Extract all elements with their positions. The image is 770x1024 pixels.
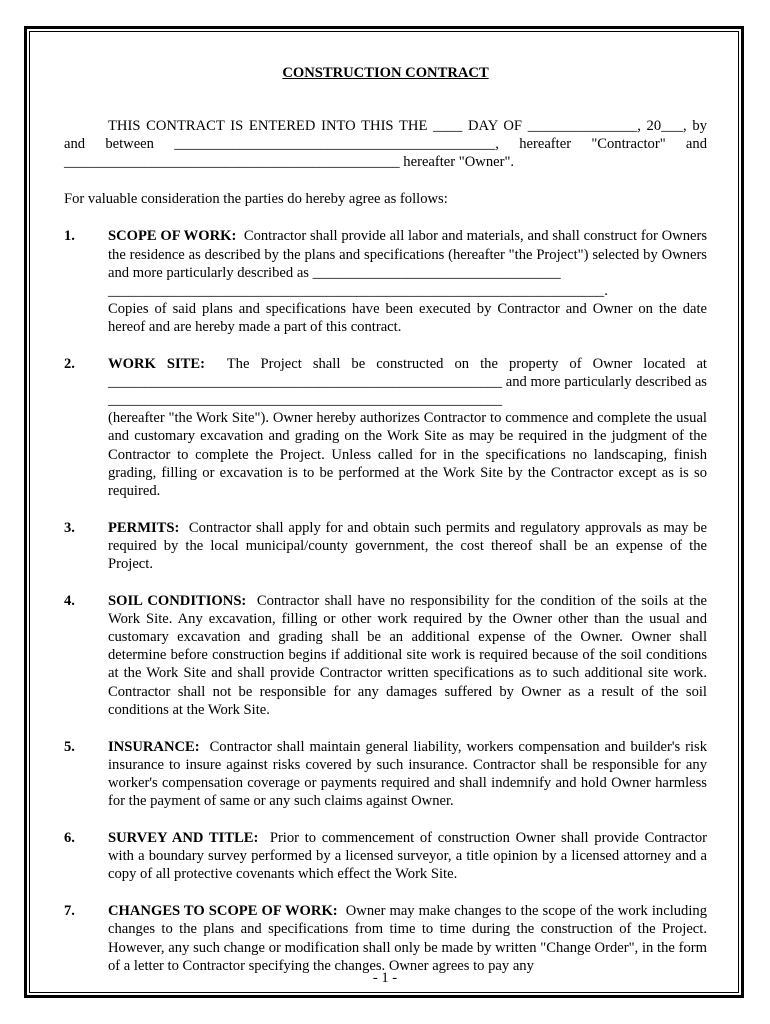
section-text: Contractor shall have no responsibility for the condition of the soils at the Work Site. Any excavation, filling or other work required by the Owner other than the usual and customary excavation and grading shall be an additional expense of the Owner. Owner shall determine before construction begins if additional site work is required because of the soil conditions at the Work Site and shall provide Contractor written specifications as to such additional site work. Contractor shall not be responsible for any damages suffered by Owner as a result of the soil conditions at the Work Site. bbox=[108, 593, 707, 718]
section-changes-to-scope bbox=[64, 902, 707, 974]
section-body bbox=[108, 227, 707, 336]
section-insurance bbox=[64, 738, 707, 810]
section-work-site bbox=[64, 355, 707, 500]
section-number: 1. bbox=[64, 228, 75, 245]
section-number: 6. bbox=[64, 830, 75, 847]
section-heading: INSURANCE: bbox=[108, 738, 200, 755]
intro-line-2: and between ____________________________________________, hereafter "Contractor" and bbox=[64, 136, 707, 153]
consideration-statement: For valuable consideration the parties do hereby agree as follows: bbox=[64, 191, 448, 208]
section-text: Prior to commencement of construction Owner shall provide Contractor with a boundary survey performed by a licensed surveyor, a title opinion by a licensed attorney and a copy of all protective covenants which effect the Work Site. bbox=[108, 830, 707, 883]
section-heading: SURVEY AND TITLE: bbox=[108, 830, 259, 847]
section-text-continued: Copies of said plans and specifications have been executed by Contractor and Owner on the date hereof and are hereby made a part of this contract. bbox=[108, 300, 707, 335]
section-permits bbox=[64, 519, 707, 573]
section-heading: WORK SITE: bbox=[108, 356, 205, 373]
intro-line-3: ______________________________________________ hereafter "Owner". bbox=[64, 154, 515, 171]
section-heading: CHANGES TO SCOPE OF WORK: bbox=[108, 903, 338, 920]
section-number: 5. bbox=[64, 738, 75, 755]
section-text-blank-line: ______________________________________________________ and more bbox=[108, 374, 561, 391]
section-text-continued: (hereafter "the Work Site"). Owner hereby authorizes Contractor to commence and complete the usual and customary excavation and grading on the Work Site as may be required in the judgment of the Contractor to complete the Project. Unless called for in the specifications no landscaping, finish grading, filling or excavation is to be performed at the Work Site by the Contractor except as is so required. bbox=[108, 410, 707, 499]
section-body bbox=[108, 738, 707, 810]
section-text: Owner may make changes to the scope of the work including changes to the plans and specifications from time to time during the construction of the Project. However, any such change or modification shall only be made by written "Change Order", in the form of a letter to Contractor specifying the changes. Owner agrees to pay any bbox=[108, 903, 707, 974]
section-heading: SCOPE OF WORK: bbox=[108, 228, 237, 245]
section-body bbox=[108, 355, 707, 500]
section-soil-conditions bbox=[64, 592, 707, 719]
section-text: Contractor shall apply for and obtain such permits and regulatory approvals as may be required by the local municipal/county government, the cost thereof shall be an expense of the Project. bbox=[108, 519, 708, 572]
section-body bbox=[108, 829, 707, 883]
section-text: The Project shall be constructed on the property of Owner located at bbox=[226, 356, 707, 373]
section-text-description-line: particularly described as ______________________________________________________ bbox=[108, 374, 707, 409]
contract-page bbox=[64, 64, 707, 994]
page-number: - 1 - bbox=[372, 970, 398, 986]
section-number: 2. bbox=[64, 356, 75, 373]
section-body bbox=[108, 902, 707, 974]
document-title: CONSTRUCTION CONTRACT bbox=[282, 65, 489, 81]
intro-paragraph bbox=[64, 117, 707, 171]
section-scope-of-work bbox=[64, 227, 707, 336]
section-heading: PERMITS: bbox=[108, 519, 180, 536]
section-survey-and-title bbox=[64, 829, 707, 883]
section-heading: SOIL CONDITIONS: bbox=[108, 593, 247, 610]
intro-line-1: THIS CONTRACT IS ENTERED INTO THIS THE ____ DAY OF _______________, 20___, by bbox=[108, 118, 707, 135]
section-text-blank-line: ____________________________________________________________________. bbox=[108, 282, 608, 299]
section-number: 4. bbox=[64, 593, 75, 610]
section-number: 7. bbox=[64, 903, 75, 920]
section-body bbox=[108, 592, 707, 719]
section-body bbox=[108, 519, 707, 573]
section-text: Contractor shall provide all labor and materials, and shall construct for Owners the residence as described by the plans and specifications (hereafter "the Project") selected by Owners and more particularly described as __________________________________ bbox=[108, 228, 708, 281]
section-number: 3. bbox=[64, 519, 75, 536]
section-text: Contractor shall maintain general liability, workers compensation and builder's risk insurance to insure against risks covered by such insurance. Contractor shall be responsible for any worker's compensation coverage or payments required and shall indemnify and hold Owner harmless for the payment of same or any such claims against Owner. bbox=[108, 738, 707, 809]
